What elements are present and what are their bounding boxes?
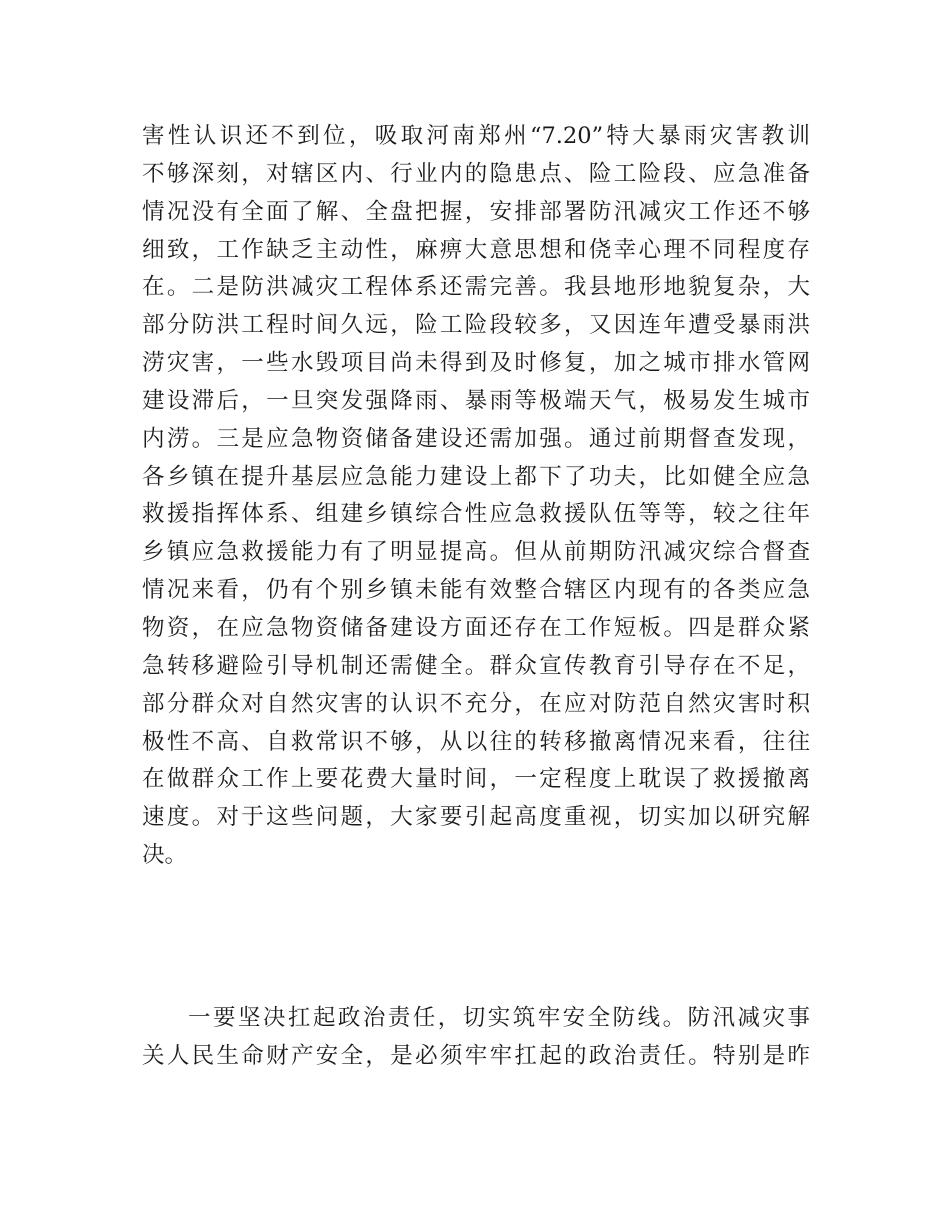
body-paragraph: [142, 1000, 810, 1076]
paragraph-line: 决。: [142, 842, 188, 869]
paragraph-line: 不够深刻，对辖区内、行业内的隐患点、险工险段、应急准备: [142, 160, 810, 187]
paragraph-line: 害性认识还不到位，吸取河南郑州“7.20”特大暴雨灾害教训: [142, 123, 810, 149]
paragraph-line: 建设滞后，一旦突发强降雨、暴雨等极端天气，极易发生城市: [142, 387, 810, 414]
paragraph-line: 速度。对于这些问题，大家要引起高度重视，切实加以研究解: [142, 804, 810, 831]
paragraph-line: 在做群众工作上要花费大量时间，一定程度上耽误了救援撤离: [142, 766, 810, 793]
paragraph-line: 救援指挥体系、组建乡镇综合性应急救援队伍等等，较之往年: [142, 501, 810, 528]
paragraph-line: 情况来看，仍有个别乡镇未能有效整合辖区内现有的各类应急: [142, 577, 810, 604]
paragraph-line: 部分防洪工程时间久远，险工险段较多，又因连年遭受暴雨洪: [142, 312, 810, 339]
paragraph-line: 各乡镇在提升基层应急能力建设上都下了功夫，比如健全应急: [142, 463, 810, 490]
paragraph-line: 物资，在应急物资储备建设方面还存在工作短板。四是群众紧: [142, 614, 810, 641]
paragraph-line: 涝灾害，一些水毁项目尚未得到及时修复，加之城市排水管网: [142, 350, 810, 377]
paragraph-line: 内涝。三是应急物资储备建设还需加强。通过前期督查发现，: [142, 425, 810, 452]
paragraph-line: 极性不高、自救常识不够，从以往的转移撤离情况来看，往往: [142, 728, 810, 755]
body-paragraph: [142, 118, 810, 875]
paragraph-line: 在。二是防洪减灾工程体系还需完善。我县地形地貌复杂，大: [142, 274, 810, 301]
paragraph-line: 一要坚决扛起政治责任，切实筑牢安全防线。防汛减灾事: [188, 1005, 810, 1031]
paragraph-line: 关人民生命财产安全，是必须牢牢扛起的政治责任。特别是昨: [142, 1042, 810, 1069]
paragraph-line: 乡镇应急救援能力有了明显提高。但从前期防汛减灾综合督查: [142, 539, 810, 566]
paragraph-line: 急转移避险引导机制还需健全。群众宣传教育引导存在不足，: [142, 652, 810, 679]
paragraph-line: 情况没有全面了解、全盘把握，安排部署防汛减灾工作还不够: [142, 198, 810, 225]
paragraph-line: 细致，工作缺乏主动性，麻痹大意思想和侥幸心理不同程度存: [142, 236, 810, 263]
paragraph-line: 部分群众对自然灾害的认识不充分，在应对防范自然灾害时积: [142, 690, 810, 717]
